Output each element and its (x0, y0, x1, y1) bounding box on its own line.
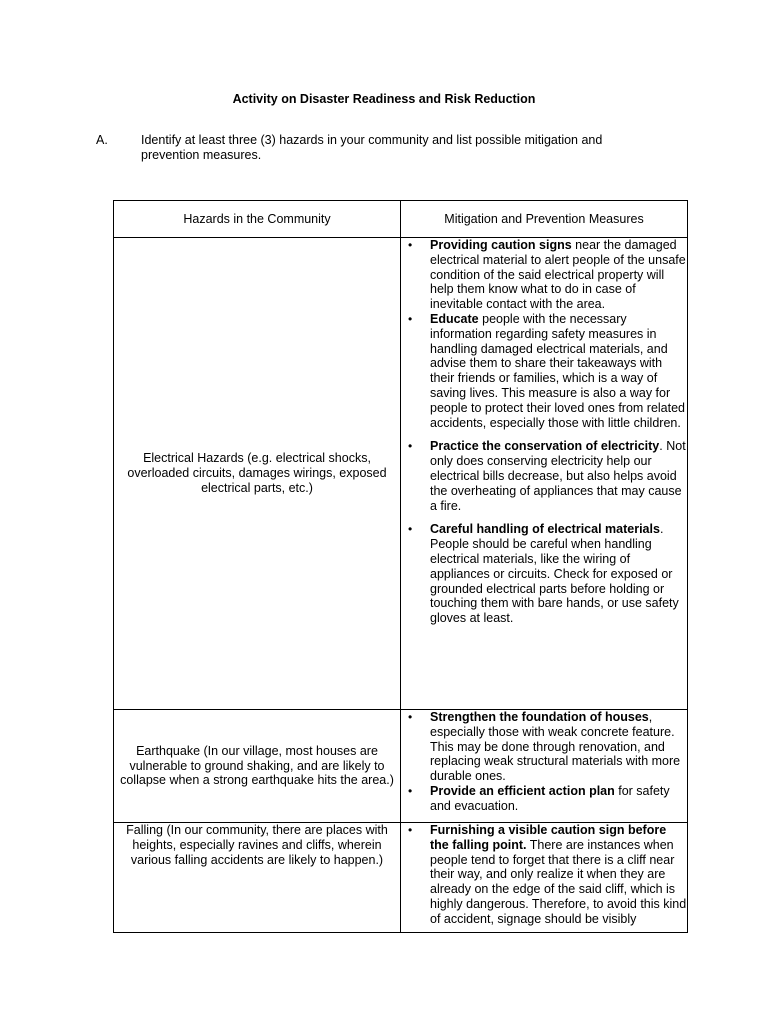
measures-cell (401, 823, 688, 933)
list-item (401, 823, 687, 927)
measure-bold: Provide an efficient action plan (430, 783, 615, 798)
measure-bold: Providing caution signs (430, 238, 572, 252)
hazard-cell: Earthquake (In our village, most houses are vulnerable to ground shaking, and are likely to collapse when a strong earthquake hits the area.) (114, 710, 401, 823)
item-text: Identify at least three (3) hazards in your community and list possible mitigation and prevention measures. (141, 133, 603, 162)
measures-list (401, 710, 687, 814)
item-letter: A. (96, 133, 108, 147)
measure-bold: Furnishing a visible caution sign before the falling point. (430, 823, 667, 852)
measure-text: near the damaged electrical material to alert people of the unsafe condition of the said electrical property will help them know what to do in case of inevitable contact with the area. (430, 238, 686, 312)
table-row (114, 710, 688, 823)
table-row (114, 823, 688, 933)
header-measures: Mitigation and Prevention Measures (401, 201, 688, 238)
measures-list (401, 823, 687, 927)
measure-text: , especially those with weak concrete feature. This may be done through renovation, and replacing weak structural materials with more durable ones. (430, 710, 681, 784)
measures-clip (401, 823, 687, 931)
measure-bold: Careful handling of electrical materials (430, 522, 660, 537)
measures-list (401, 238, 687, 626)
table-header-row (114, 201, 688, 238)
measures-cell (401, 238, 688, 710)
measure-text: people with the necessary information regarding safety measures in handling damaged electrical materials, and advise them to share their takeaways with their friends or families, which is a way of saving lives. This measure is also a way for people to protect their loved ones from related accidents, especially those with little children. (430, 311, 686, 430)
hazards-table (113, 200, 688, 933)
measure-text: There are instances when people tend to forget that there is a cliff near their way, and only realize it when they are already on the edge of the said cliff, which is highly dangerous. Therefore, to avoid this kind of accident, signage should be visibly (430, 837, 687, 926)
list-item (401, 710, 687, 784)
list-item (401, 784, 687, 814)
measures-cell (401, 710, 688, 823)
hazard-cell: Electrical Hazards (e.g. electrical shocks, overloaded circuits, damages wirings, exposed electrical parts, etc.) (114, 238, 401, 710)
measure-text: . People should be careful when handling electrical materials, like the wiring of appliances or circuits. Check for exposed or grounded electrical parts before holding or touching them with bare hands, or use safety gloves at least. (430, 522, 679, 626)
document-title: Activity on Disaster Readiness and Risk Reduction (232, 92, 536, 106)
list-item (401, 312, 687, 430)
list-item (401, 522, 687, 626)
measure-bold: Strengthen the foundation of houses (430, 710, 649, 724)
table-row (114, 238, 688, 710)
header-hazards: Hazards in the Community (114, 201, 401, 238)
measure-text: . Not only does conserving electricity help our electrical bills decrease, but also helps avoid the overheating of appliances that may cause a fire. (430, 439, 686, 513)
measure-bold: Educate (430, 311, 479, 326)
measure-text: for safety and evacuation. (430, 783, 670, 813)
list-item (401, 439, 687, 513)
hazard-cell: Falling (In our community, there are places with heights, especially ravines and cliffs, wherein various falling accidents are likely to happen.) (114, 823, 401, 933)
list-item (401, 238, 687, 312)
measure-bold: Practice the conservation of electricity (430, 439, 660, 454)
